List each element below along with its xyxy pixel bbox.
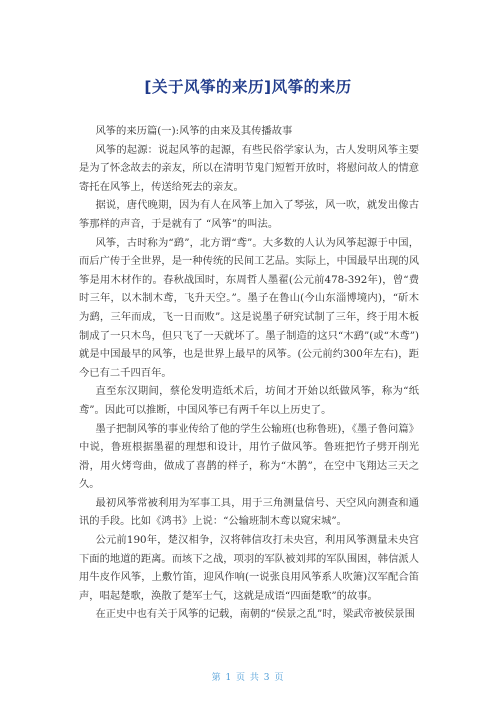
document-body: [79, 122, 419, 624]
paragraph: 墨子把制风筝的事业传给了他的学生公输班(也称鲁班)，《墨子鲁问篇》中说，鲁班根据墨翟的理想和设计，用竹子做风筝。鲁班把竹子劈开削光滑，用火烤弯曲，做成了喜鹊的样子，称为“木鹊”，在空中飞翔达三天之久。: [79, 422, 419, 491]
paragraph: 风筝的来历篇(一):风筝的由来及其传播故事: [95, 125, 293, 137]
paragraph: 公元前190年，楚汉相争，汉将韩信攻打未央宫，利用风筝测量未央宫下面的地道的距离。而垓下之战，项羽的军队被刘邦的军队围困，韩信派人用牛皮作风筝，上敷竹笛，迎风作响(一说张良用风筝系人吹箫)汉军配合笛声，唱起楚歌，涣散了楚军士气，这就是成语“四面楚歌”的故事。: [79, 534, 419, 602]
paragraph: 在正史中也有关于风筝的记载，南朝的“侯景之乱”时，梁武帝被侯景围: [95, 608, 415, 621]
paragraph: 据说，唐代晚期，因为有人在风筝上加入了琴弦，风一吹，就发出像古筝那样的声音，于是就有了 “风筝”的叫法。: [79, 199, 419, 230]
page-footer: 第 1 页 共 3 页: [211, 673, 285, 683]
document-title: [关于风筝的来历]风筝的来历: [144, 78, 352, 96]
paragraph: 最初风筝常被利用为军事工具，用于三角测量信号、天空风向测查和通讯的手段。比如《鸿书》上说：“公输班制木鸢以窥宋城”。: [79, 496, 419, 528]
paragraph: 风筝的起源：说起风筝的起源，有些民俗学家认为，古人发明风筝主要是为了怀念故去的亲友，所以在清明节鬼门短暂开放时，将慰问故人的情意寄托在风筝上，传送给死去的亲友。: [79, 143, 419, 193]
paragraph: 风筝，古时称为“鹞”，北方谓“鸢”。大多数的人认为风筝起源于中国，而后广传于全世界，是一种传统的民间工艺品。实际上，中国最早出现的风筝是用木材作的。春秋战国时，东周哲人墨翟(公元前478-392年)，曾“费时三年，以木制木鸢，飞升天空。”。墨子在鲁山(今山东淄博境内)，“斫木为鹞，三年而成，飞一日而败”。这是说墨子研究试制了三年，终于用木板制成了一只木鸟，但只飞了一天就坏了。墨子制造的这只“木鹞”(或“木鸢”)就是中国最早的风筝，也是世界上最早的风筝。(公元前约300年左右)，距今已有二千四百年。: [79, 236, 419, 379]
paragraph: 直至东汉期间，蔡伦发明造纸术后，坊间才开始以纸做风筝，称为“纸鸢”。因此可以推断，中国风筝已有两千年以上历史了。: [79, 385, 419, 416]
